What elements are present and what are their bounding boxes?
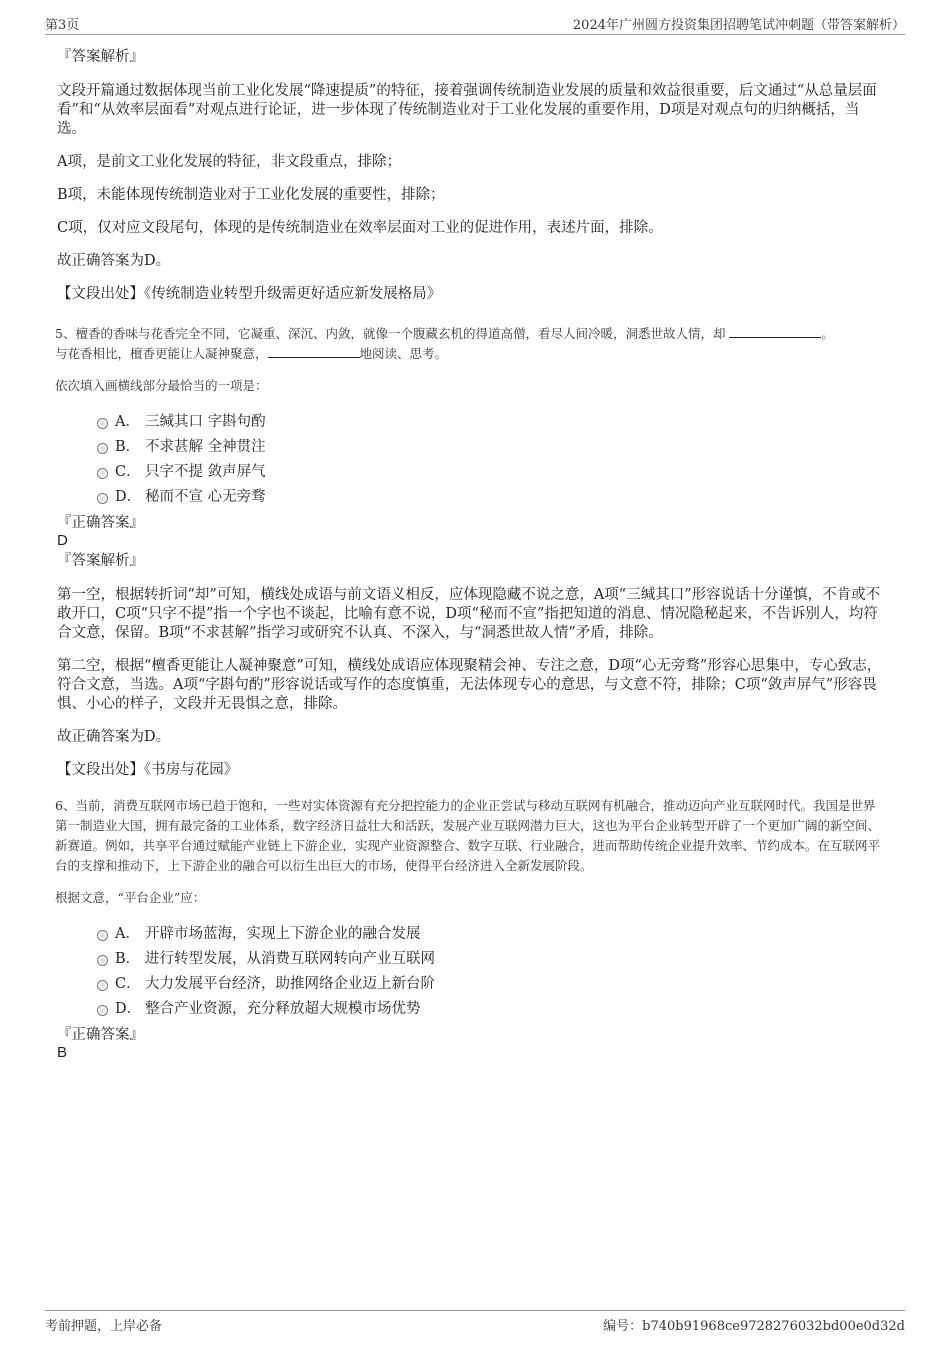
stem-text: 5、檀香的香味与花香完全不同，它凝重、深沉、内敛，就像一个腹藏玄机的得道高僧，看尽人间冷暖，洞悉世故人情，却 [55,326,726,341]
question-prompt: 根据文意，“平台企业”应： [55,890,206,905]
fill-blank [729,325,821,338]
document-code: 编号：b740b91968ce9728276032bd00e0d32d [603,1319,905,1334]
option-letter: B． [115,439,141,455]
radio-icon[interactable] [97,468,108,479]
option-letter: B． [115,951,141,967]
option-a[interactable] [57,922,887,947]
answer-label: 『正确答案』 [57,1027,144,1043]
fill-blank [268,345,360,358]
conclusion: 故正确答案为D。 [57,253,171,269]
option-text: 三缄其口 字斟句酌 [145,414,266,430]
option-d[interactable] [57,997,887,1022]
radio-icon[interactable] [97,493,108,504]
radio-icon[interactable] [97,955,108,966]
correct-answer: B [57,1044,68,1061]
stem-text: 。 [821,326,834,341]
option-list [57,922,887,1022]
page-footer [45,1310,905,1335]
radio-icon[interactable] [97,418,108,429]
option-b[interactable] [57,947,887,972]
analysis-paragraph: 第二空，根据“檀香更能让人凝神聚意”可知，横线处成语应体现聚精会神、专注之意，D项“心无旁骛”形容心思集中，专心致志，符合文意，当选。A项“字斟句酌”形容说话或写作的态度慎重，无法体现专心的意思，与文意不符，排除；C项“敛声屏气”形容畏惧、小心的样子，文段并无畏惧之意，排除。 [57,658,882,712]
option-c[interactable] [57,972,887,997]
option-letter: D． [115,1001,142,1017]
option-list [57,410,887,510]
source-citation: 【文段出处】《书房与花园》 [57,762,239,778]
footer-slogan: 考前押题，上岸必备 [45,1319,163,1334]
option-text: 不求甚解 全神贯注 [145,439,266,455]
option-letter: C． [115,464,141,480]
option-text: 开辟市场蓝海，实现上下游企业的融合发展 [145,926,421,942]
option-text: 只字不提 敛声屏气 [145,464,266,480]
conclusion: 故正确答案为D。 [57,729,171,745]
radio-icon[interactable] [97,980,108,991]
answer-label: 『正确答案』 [57,515,144,531]
option-letter: A． [115,926,140,942]
analysis-label: 『答案解析』 [57,49,144,65]
question-prompt: 依次填入画横线部分最恰当的一项是： [55,378,268,393]
option-text: 秘而不宣 心无旁骛 [145,489,266,505]
option-letter: D． [115,489,142,505]
option-c[interactable] [57,460,887,485]
option-text: 大力发展平台经济，助推网络企业迈上新台阶 [145,976,435,992]
option-b[interactable] [57,435,887,460]
radio-icon[interactable] [97,930,108,941]
option-a[interactable] [57,410,887,435]
question-6 [57,796,887,1062]
radio-icon[interactable] [97,443,108,454]
option-text: 进行转型发展，从消费互联网转向产业互联网 [145,951,435,967]
option-text: 整合产业资源，充分释放超大规模市场优势 [145,1001,421,1017]
analysis-paragraph: 文段开篇通过数据体现当前工业化发展“降速提质”的特征，接着强调传统制造业发展的质量和效益很重要，后文通过“从总量层面看”和“从效率层面看”对观点进行论证，进一步体现了传统制造业对于工业化发展的重要作用，D项是对观点句的归纳概括，当选。 [57,83,877,137]
option-letter: C． [115,976,141,992]
analysis-label: 『答案解析』 [57,553,144,569]
stem-text: 与花香相比，檀香更能让人凝神聚意， [55,346,268,361]
radio-icon[interactable] [97,1005,108,1016]
source-citation: 【文段出处】《传统制造业转型升级需更好适应新发展格局》 [57,286,442,302]
question-stem: 6、当前，消费互联网市场已趋于饱和，一些对实体资源有充分把控能力的企业正尝试与移动互联网有机融合，推动迈向产业互联网时代。我国是世界第一制造业大国，拥有最完备的工业体系，数字经济日益壮大和活跃，发展产业互联网潜力巨大，这也为平台企业转型开辟了一个更加广阔的新空间、新赛道。例如，共享平台通过赋能产业链上下游企业，实现产业资源整合、数字互联、行业融合，进而帮助传统企业提升效率、节约成本。在互联网平台的支撑和推动下，上下游企业的融合可以衍生出巨大的市场，使得平台经济进入全新发展阶段。 [55,798,881,873]
page-number: 第3页 [45,18,80,33]
question-stem [55,324,887,364]
analysis-paragraph: B项，未能体现传统制造业对于工业化发展的重要性，排除； [57,187,445,203]
page-header [45,14,905,35]
document-body [57,44,887,1062]
correct-answer: D [57,532,68,549]
option-letter: A． [115,414,140,430]
question-5 [57,324,887,780]
stem-text: 地阅读、思考。 [359,346,448,361]
analysis-paragraph: A项，是前文工业化发展的特征，非文段重点，排除； [57,154,401,170]
analysis-paragraph: C项，仅对应文段尾句，体现的是传统制造业在效率层面对工业的促进作用，表述片面，排除。 [57,220,663,236]
document-title: 2024年广州圆方投资集团招聘笔试冲刺题（带答案解析） [572,18,905,33]
analysis-paragraph: 第一空，根据转折词“却”可知，横线处成语与前文语义相反，应体现隐藏不说之意，A项“三缄其口”形容说话十分谨慎，不肯或不敢开口，C项“只字不提”指一个字也不谈起，比喻有意不说，D项“秘而不宣”指把知道的消息、情况隐秘起来，不告诉别人，均符合文意，保留。B项“不求甚解”指学习或研究不认真、不深入，与“洞悉世故人情”矛盾，排除。 [57,587,881,641]
option-d[interactable] [57,485,887,510]
